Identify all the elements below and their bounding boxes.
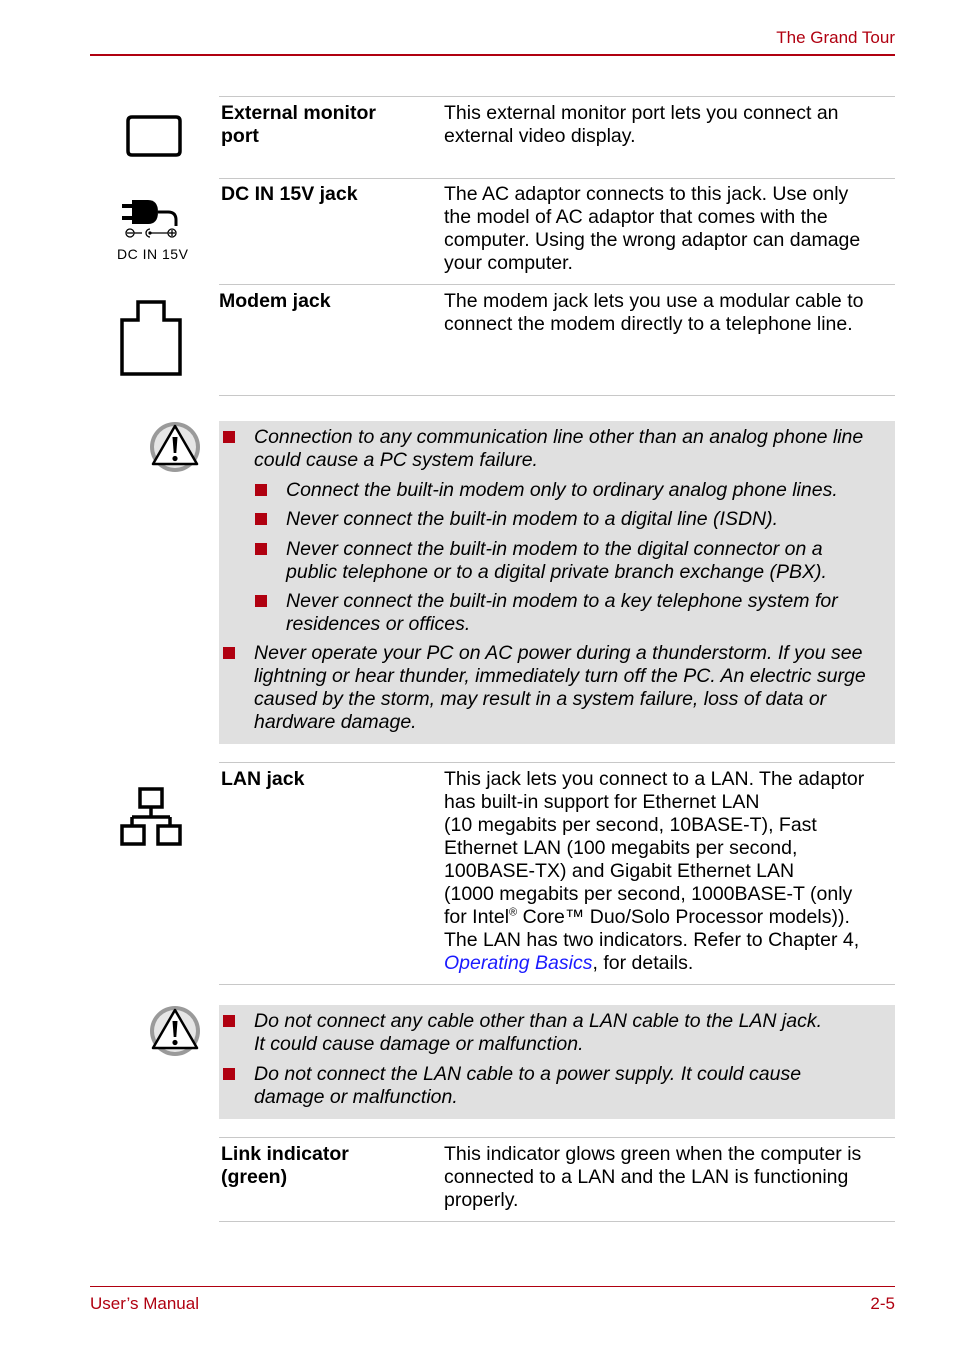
table-rule xyxy=(219,762,895,763)
table-rule xyxy=(219,1137,895,1138)
term-modem-jack: Modem jack xyxy=(219,290,331,312)
bullet-icon xyxy=(255,484,267,496)
running-header-title: The Grand Tour xyxy=(776,28,895,47)
caution-subitem: Never connect the built-in modem to a digital line (ISDN). xyxy=(286,508,779,530)
caution-item: Do not connect any cable other than a LAN cable to the LAN jack. It could cause damage or malfunction. xyxy=(254,1010,823,1055)
caution-item: Connection to any communication line other than an analog phone line could cause a PC system failure. xyxy=(254,426,864,471)
bullet-icon xyxy=(255,595,267,607)
bullet-icon xyxy=(223,1015,235,1027)
footer-rule xyxy=(90,1286,895,1287)
bullet-icon xyxy=(255,513,267,525)
term-dc-in-jack: DC IN 15V jack xyxy=(221,183,358,205)
term-lan-jack: LAN jack xyxy=(221,768,305,790)
bullet-icon xyxy=(223,1068,235,1080)
desc-link-indicator: This indicator glows green when the computer is connected to a LAN and the LAN is functioning properly. xyxy=(444,1143,862,1211)
table-rule xyxy=(219,984,895,985)
caution-item: Never operate your PC on AC power during a thunderstorm. If you see lightning or hear thunder, immediately turn off the PC. An electric surge caused by the storm, may result in a system failure, loss of data or hardware damage. xyxy=(254,642,866,733)
desc-lan-jack: This jack lets you connect to a LAN. The adaptor has built-in support for Ethernet LAN (10 megabits per second, 10BASE-T), Fast Ethernet LAN (100 megabits per second, 100BASE-TX) and Gigabit Ethernet LAN (1000 megabits per second, 1000BASE-T (only for Intel® Core™ Duo/Solo Processor models)). The LAN has two indicators. Refer to Chapter 4, Operating Basics, for details. xyxy=(444,768,865,974)
footer-manual-title: User’s Manual xyxy=(90,1294,199,1313)
desc-dc-in-jack: The AC adaptor connects to this jack. Use only the model of AC adaptor that comes with the computer. Using the wrong adaptor can damage your computer. xyxy=(444,183,861,274)
desc-external-monitor-port: This external monitor port lets you connect an external video display. xyxy=(444,102,839,147)
caution-triangle-icon xyxy=(149,421,201,473)
modem-jack-icon xyxy=(118,298,186,378)
term-link-indicator: Link indicator (green) xyxy=(221,1143,349,1188)
table-rule xyxy=(219,1221,895,1222)
caution-subitem: Never connect the built-in modem to a key telephone system for residences or offices. xyxy=(286,590,838,635)
table-rule xyxy=(219,395,895,396)
header-rule xyxy=(90,54,895,56)
caution-subitem: Connect the built-in modem only to ordinary analog phone lines. xyxy=(286,479,838,501)
caution-triangle-icon xyxy=(149,1005,201,1057)
operating-basics-link[interactable]: Operating Basics xyxy=(444,952,593,974)
bullet-icon xyxy=(223,431,235,443)
table-rule xyxy=(219,96,895,97)
bullet-icon xyxy=(255,543,267,555)
dc-in-plug-icon xyxy=(118,192,190,238)
term-external-monitor-port: External monitor port xyxy=(221,102,376,147)
bullet-icon xyxy=(223,647,235,659)
caution-box-modem xyxy=(219,421,895,744)
table-rule xyxy=(219,284,895,285)
desc-modem-jack: The modem jack lets you use a modular cable to connect the modem directly to a telephone line. xyxy=(444,290,864,335)
dc-in-icon-label: DC IN 15V xyxy=(117,246,189,262)
monitor-port-icon xyxy=(126,114,182,158)
caution-item: Do not connect the LAN cable to a power supply. It could cause damage or malfunction. xyxy=(254,1063,802,1108)
footer-page-number: 2-5 xyxy=(870,1294,895,1313)
lan-network-icon xyxy=(118,786,184,848)
caution-subitem: Never connect the built-in modem to the digital connector on a public telephone or to a digital private branch exchange (PBX). xyxy=(286,538,827,583)
caution-box-lan xyxy=(219,1005,895,1119)
table-rule xyxy=(219,178,895,179)
